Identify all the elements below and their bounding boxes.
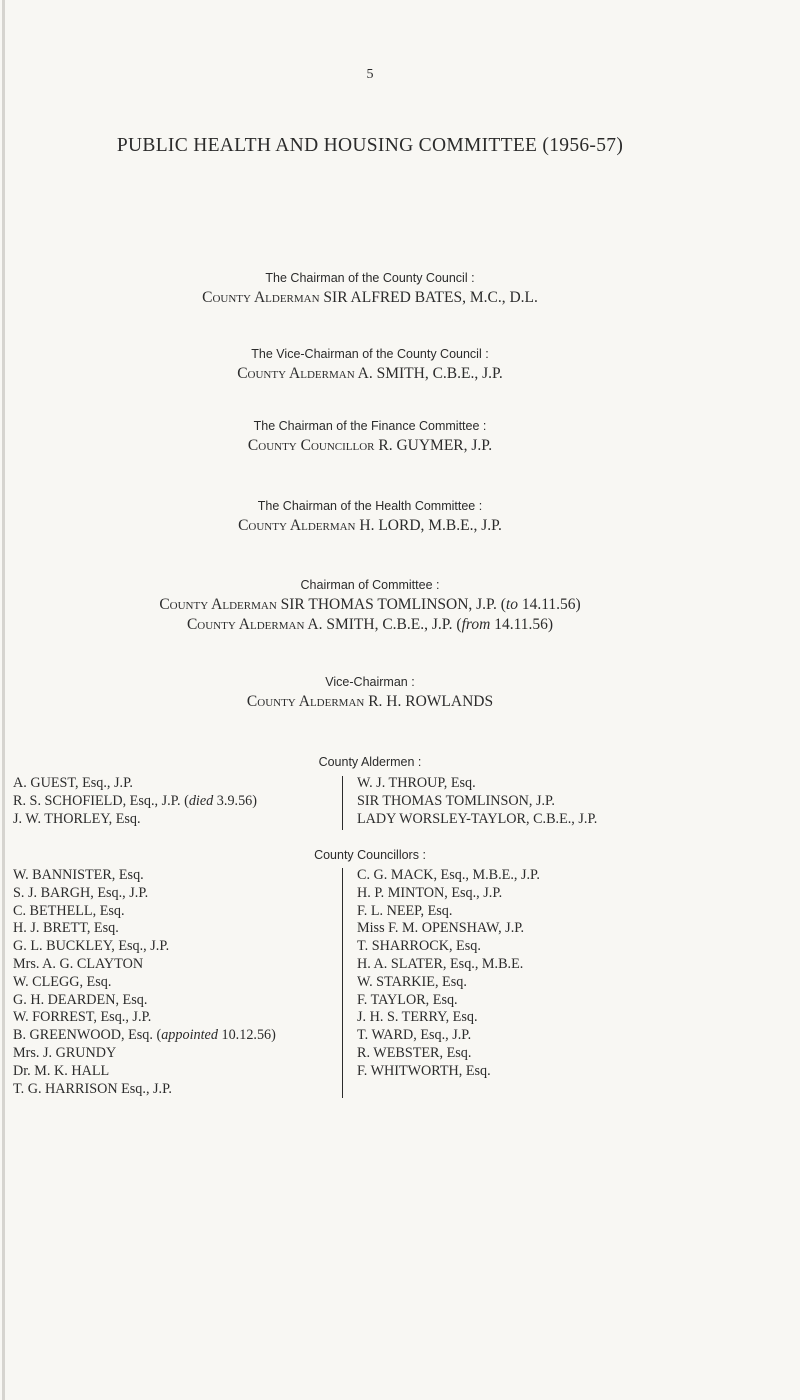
list-item: T. G. HARRISON Esq., J.P. — [13, 1080, 172, 1097]
page-title: PUBLIC HEALTH AND HOUSING COMMITTEE (1956-57) — [116, 135, 624, 156]
officer-heading: The Chairman of the County Council : — [265, 271, 475, 285]
officer-rank: County Alderman — [246, 693, 365, 710]
officer-line — [0, 615, 740, 635]
officer-line — [0, 436, 740, 456]
officer-line — [0, 364, 740, 384]
officer-heading: Chairman of Committee : — [300, 578, 440, 592]
officer-name: A. SMITH, C.B.E., J.P. — [357, 365, 503, 382]
officer-heading: The Chairman of the Health Committee : — [257, 499, 483, 513]
list-item: Mrs. A. G. CLAYTON — [13, 955, 144, 972]
list-item: T. WARD, Esq., J.P. — [357, 1027, 472, 1044]
list-item: J. W. THORLEY, Esq. — [13, 810, 141, 827]
aldermen-column-divider — [342, 776, 343, 830]
chairman-of-committee — [0, 575, 740, 635]
list-item: F. L. NEEP, Esq. — [357, 902, 453, 919]
list-item: R. WEBSTER, Esq. — [357, 1044, 472, 1061]
officer-rank: County Alderman — [237, 365, 355, 382]
officer-line — [0, 595, 740, 615]
chairman-finance-committee — [0, 416, 740, 456]
officer-line — [0, 288, 740, 308]
officer-line — [0, 516, 740, 536]
vice-chairman-county-council — [0, 344, 740, 384]
list-item: W. J. THROUP, Esq. — [357, 775, 476, 791]
officer-rank: County Councillor — [247, 437, 375, 454]
councillors-right-list — [357, 867, 540, 1081]
list-item: C. G. MACK, Esq., M.B.E., J.P. — [357, 867, 540, 883]
councillors-column-divider — [342, 868, 343, 1098]
officer-heading: The Chairman of the Finance Committee : — [253, 419, 487, 433]
list-item: G. H. DEARDEN, Esq. — [13, 991, 148, 1008]
list-item: S. J. BARGH, Esq., J.P. — [13, 884, 149, 901]
officer-note: (to 14.11.56) — [500, 596, 581, 613]
chairman-county-council — [0, 268, 740, 308]
chairman-health-committee — [0, 496, 740, 536]
officer-heading: The Vice-Chairman of the County Council : — [251, 347, 489, 361]
list-item: H. P. MINTON, Esq., J.P. — [357, 884, 503, 901]
vice-chairman — [0, 672, 740, 712]
list-item: W. CLEGG, Esq. — [13, 973, 112, 990]
list-item: H. A. SLATER, Esq., M.B.E. — [357, 955, 524, 972]
councillors-left-list — [13, 867, 276, 1098]
list-item: F. TAYLOR, Esq. — [357, 991, 458, 1008]
officer-name: SIR THOMAS TOMLINSON, J.P. — [280, 596, 497, 613]
aldermen-right-list — [357, 775, 597, 828]
list-item: F. WHITWORTH, Esq. — [357, 1062, 491, 1079]
councillors-heading: County Councillors : — [314, 848, 426, 862]
officer-name: R. GUYMER, J.P. — [378, 437, 493, 454]
officer-name: SIR ALFRED BATES, M.C., D.L. — [323, 289, 538, 306]
officer-line — [0, 692, 740, 712]
officer-name: H. LORD, M.B.E., J.P. — [359, 517, 502, 534]
officer-rank: County Alderman — [238, 517, 356, 534]
list-item: C. BETHELL, Esq. — [13, 902, 125, 919]
list-item: H. J. BRETT, Esq. — [13, 920, 119, 937]
officer-rank: County Alderman — [202, 289, 320, 306]
list-item: G. L. BUCKLEY, Esq., J.P. — [13, 938, 170, 955]
list-item: SIR THOMAS TOMLINSON, J.P. — [357, 792, 555, 809]
list-item: Miss F. M. OPENSHAW, J.P. — [357, 920, 525, 937]
list-item: A. GUEST, Esq., J.P. — [13, 775, 133, 791]
officer-heading: Vice-Chairman : — [325, 675, 415, 689]
officer-name: A. SMITH, C.B.E., J.P. — [307, 616, 453, 633]
list-item: W. BANNISTER, Esq. — [13, 867, 144, 883]
list-item: J. H. S. TERRY, Esq. — [357, 1009, 478, 1026]
aldermen-heading: County Aldermen : — [318, 755, 422, 769]
list-item: W. FORREST, Esq., J.P. — [13, 1009, 152, 1026]
list-item: R. S. SCHOFIELD, Esq., J.P. (died 3.9.56) — [13, 792, 257, 809]
officer-rank: County Alderman — [159, 596, 277, 613]
list-item: Mrs. J. GRUNDY — [13, 1044, 117, 1061]
aldermen-left-list — [13, 775, 257, 828]
list-item: Dr. M. K. HALL — [13, 1062, 110, 1079]
list-item: T. SHARROCK, Esq. — [357, 938, 481, 955]
list-item: W. STARKIE, Esq. — [357, 973, 467, 990]
officer-note: (from 14.11.56) — [456, 616, 554, 633]
officer-rank: County Alderman — [186, 616, 305, 633]
officer-name: R. H. ROWLANDS — [368, 693, 494, 710]
page-number: 5 — [366, 67, 374, 82]
list-item: B. GREENWOOD, Esq. (appointed 10.12.56) — [13, 1027, 276, 1044]
list-item: LADY WORSLEY-TAYLOR, C.B.E., J.P. — [357, 810, 598, 827]
